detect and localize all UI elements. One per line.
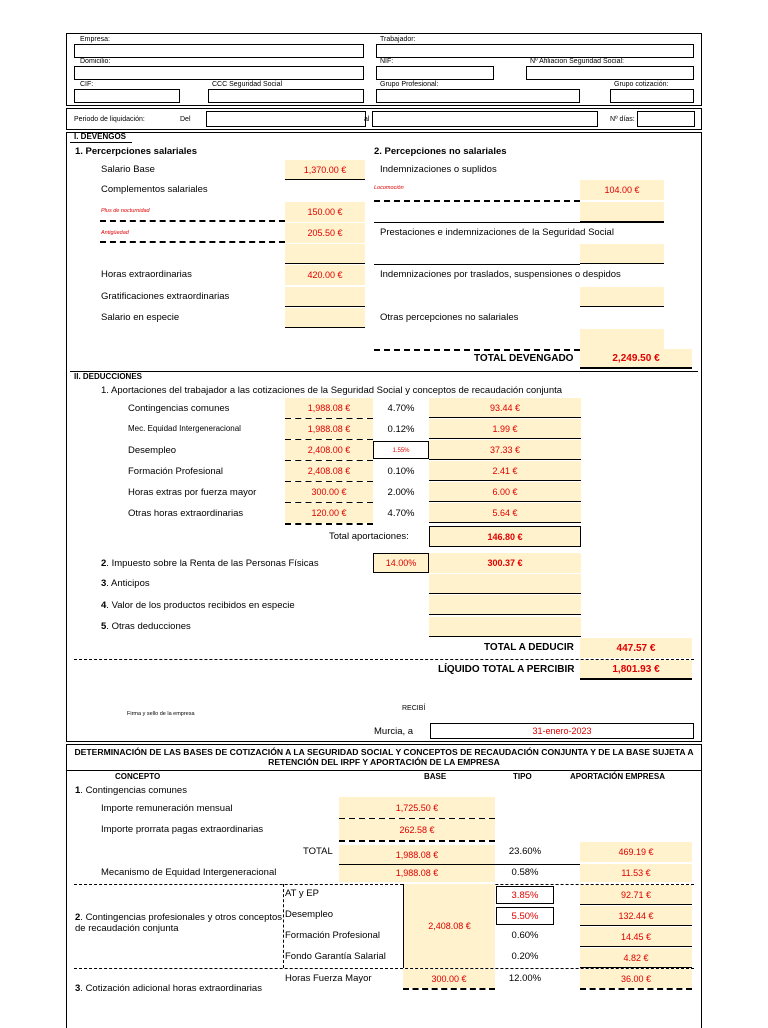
- aportaciones-title: 1. Aportaciones del trabajador a las cotizaciones de la Seguridad Social y conceptos de recaudación conjunta: [101, 385, 563, 396]
- ded-row-label: Otras horas extraordinarias: [128, 508, 244, 519]
- mei-aport: 11.53 €: [580, 864, 692, 882]
- ded-row-base[interactable]: 1,988.08 €: [285, 419, 373, 439]
- especie-text: . Valor de los productos recibidos en especie: [106, 600, 295, 611]
- total-aportaciones-label: Total aportaciones:: [329, 531, 409, 542]
- cp-row-tipo[interactable]: 5.50%: [496, 907, 554, 925]
- total-cc-label: TOTAL: [303, 846, 333, 857]
- salario-base-value[interactable]: 1,370.00 €: [285, 160, 365, 180]
- anticipos-label: [101, 579, 150, 589]
- total-aportaciones-value: 146.80 €: [429, 526, 581, 547]
- lugar-label: Murcia, a: [374, 726, 414, 737]
- irpf-label: [101, 559, 319, 569]
- prorrata-value[interactable]: 262.58 €: [339, 819, 495, 840]
- ded-row-label: Mec. Equidad Intergeneracional: [128, 424, 241, 433]
- cif-field[interactable]: [74, 89, 180, 103]
- horas-extra-label: Horas extraordinarias: [101, 269, 192, 280]
- salario-especie-value[interactable]: [285, 308, 365, 328]
- ded-row-importe: 6.00 €: [429, 482, 581, 502]
- ded-row-importe: 37.33 €: [429, 440, 581, 460]
- total-cc-base: 1,988.08 €: [339, 845, 495, 865]
- cp-row-label: Desempleo: [285, 909, 334, 920]
- total-deducir-label: TOTAL A DEDUCIR: [484, 642, 574, 653]
- cp-row-aport: 4.82 €: [580, 948, 692, 968]
- prorrata-dashline: [339, 840, 495, 842]
- cp-row-tipo[interactable]: 0.60%: [511, 930, 539, 941]
- ded-row-tipo[interactable]: 4.70%: [387, 403, 415, 414]
- prorrata-label: Importe prorrata pagas extraordinarias: [101, 824, 264, 835]
- cp-row-label: Formación Profesional: [285, 930, 381, 941]
- afiliacion-label: Nº Afiliacion Seguridad Social:: [530, 58, 624, 65]
- total-deducir-value: 447.57 €: [580, 638, 692, 658]
- mei-label: Mecanismo de Equidad Intergeneracional: [101, 867, 277, 878]
- nosal-line-2: [374, 264, 580, 265]
- cif-label: CIF:: [80, 81, 94, 88]
- cp-row-aport: 132.44 €: [580, 906, 692, 926]
- mei-base: 1,988.08 €: [339, 864, 495, 882]
- percepciones-salariales-title: 1. Percerpciones salariales: [75, 146, 197, 157]
- cp-row-aport: 14.45 €: [580, 927, 692, 947]
- firma-sello-label: Firma y sello de la empresa: [127, 711, 195, 717]
- bases-title-rule: [66, 770, 702, 771]
- hfm-dashline: [403, 988, 495, 990]
- cp-text: . Contingencias profesionales y otros conceptos de recaudación conjunta: [75, 912, 283, 934]
- prestaciones-value[interactable]: [580, 244, 664, 264]
- cc-text: . Contingencias comunes: [80, 785, 187, 796]
- total-cc-aport: 469.19 €: [580, 842, 692, 862]
- liquido-label: LÍQUIDO TOTAL A PERCIBIR: [438, 664, 575, 675]
- al-label: al: [364, 116, 370, 123]
- ded-row-base-dashline: [285, 523, 373, 525]
- ded-row-label: Horas extras por fuerza mayor: [128, 487, 257, 498]
- empresa-label: Empresa:: [80, 36, 110, 43]
- cp-divider: [283, 884, 284, 968]
- ded-row-importe: 1.99 €: [429, 419, 581, 439]
- cp-row-aport: 92.71 €: [580, 885, 692, 905]
- col-base: BASE: [424, 772, 447, 781]
- otras-deducciones-value[interactable]: [429, 617, 581, 637]
- col-concepto: CONCEPTO: [115, 772, 161, 781]
- otras-deducciones-text: . Otras deducciones: [106, 621, 191, 632]
- ded-row-base[interactable]: 120.00 €: [285, 503, 373, 523]
- ded-row-tipo[interactable]: 2.00%: [387, 487, 415, 498]
- trabajador-field[interactable]: [376, 44, 694, 58]
- locomocion-label: Locomoción: [374, 185, 404, 191]
- deducciones-top-rule: [70, 371, 698, 372]
- ded-row-tipo[interactable]: 4.70%: [387, 508, 415, 519]
- ded-row-label: Formación Profesional: [128, 466, 224, 477]
- del-label: Del: [180, 116, 191, 123]
- ded-row-base[interactable]: 1,988.08 €: [285, 398, 373, 418]
- irpf-value: 300.37 €: [429, 553, 581, 573]
- ded-row-base[interactable]: 2,408.00 €: [285, 440, 373, 460]
- complementos-label: Complementos salariales: [101, 184, 208, 195]
- al-field[interactable]: [372, 111, 598, 127]
- ded-row-label: Desempleo: [128, 445, 177, 456]
- ded-row-tipo[interactable]: 0.10%: [387, 466, 415, 477]
- ded-row-tipo[interactable]: 0.12%: [387, 424, 415, 435]
- anticipos-value[interactable]: [429, 574, 581, 594]
- cp-row-label: AT y EP: [285, 888, 319, 899]
- col-tipo: TIPO: [513, 772, 532, 781]
- nif-label: NIF:: [380, 58, 394, 65]
- ccc-label: CCC Seguridad Social: [212, 81, 283, 88]
- ded-row-label: Contingencias comunes: [128, 403, 230, 414]
- especie-label: [101, 601, 295, 611]
- devengos-title-underline: [70, 142, 132, 143]
- domicilio-label: Domicilio:: [80, 58, 111, 65]
- ded-row-tipo[interactable]: 1.55%: [373, 441, 429, 459]
- locomocion-dashline: [374, 200, 580, 202]
- otras-no-sal-dashline: [374, 349, 580, 351]
- indem-traslados-value[interactable]: [580, 287, 664, 307]
- salarial-extra-cell[interactable]: [285, 244, 365, 264]
- cp-row-label: Fondo Garantía Salarial: [285, 951, 386, 962]
- otras-deducciones-number: 5: [101, 621, 107, 632]
- cp-row-tipo[interactable]: 3.85%: [496, 886, 554, 904]
- col-aportacion: APORTACIÓN EMPRESA: [570, 772, 665, 781]
- grupo-cotizacion-label: Grupo cotización:: [614, 81, 669, 88]
- nosal-line-1: [374, 222, 664, 223]
- cc-number: 1: [75, 785, 81, 796]
- otras-no-sal-value[interactable]: [580, 329, 664, 349]
- indemnizaciones-suplidos-label: Indemnizaciones o suplidos: [380, 164, 497, 175]
- periodo-label: Periodo de liquidación:: [74, 116, 145, 123]
- plus-nocturnidad-value[interactable]: 150.00 €: [285, 202, 365, 222]
- ded-row-base[interactable]: 300.00 €: [285, 482, 373, 502]
- nosal-extra-cell[interactable]: [580, 202, 664, 222]
- devengos-title: I. DEVENGOS: [74, 132, 127, 141]
- total-devengado-value: 2,249.50 €: [580, 349, 692, 369]
- cot-adicional-number: 3: [75, 983, 81, 994]
- plus-nocturnidad-dashline: [100, 220, 285, 222]
- ded-row-importe: 93.44 €: [429, 398, 581, 418]
- cot-adicional-label: [75, 984, 262, 994]
- hfm-aport: 36.00 €: [580, 969, 692, 988]
- anticipos-number: 3: [101, 578, 107, 589]
- deducciones-title: II. DEDUCCIONES: [74, 372, 143, 381]
- cp-title: [75, 912, 285, 934]
- cc-title: [75, 786, 187, 796]
- cot-adicional-text: . Cotización adicional horas extraordinarias: [80, 983, 262, 994]
- liquido-value: 1,801.93 €: [580, 660, 692, 680]
- cp-number: 2: [75, 912, 81, 923]
- otras-no-sal-label: Otras percepciones no salariales: [380, 312, 519, 323]
- antiguedad-value[interactable]: 205.50 €: [285, 223, 365, 243]
- ccc-field[interactable]: [208, 89, 364, 103]
- trabajador-label: Trabajador:: [380, 36, 416, 43]
- anticipos-text: . Anticipos: [106, 578, 150, 589]
- antiguedad-dashline: [100, 241, 285, 243]
- cp-row-tipo[interactable]: 0.20%: [511, 951, 539, 962]
- ded-row-base[interactable]: 2,408.08 €: [285, 461, 373, 481]
- gratificaciones-value[interactable]: [285, 287, 365, 307]
- gratificaciones-label: Gratificaciones extraordinarias: [101, 291, 230, 302]
- total-cc-tipo: 23.60%: [508, 846, 542, 857]
- total-devengado-label: TOTAL DEVENGADO: [474, 353, 574, 364]
- ded-row-importe: 2.41 €: [429, 461, 581, 481]
- especie-number: 4: [101, 600, 107, 611]
- grupo-profesional-field[interactable]: [376, 89, 580, 103]
- importe-mensual-value[interactable]: 1,725.50 €: [339, 797, 495, 818]
- hfm-tipo: 12.00%: [508, 973, 542, 984]
- dias-label: Nº días:: [610, 116, 635, 123]
- empresa-field[interactable]: [74, 44, 364, 58]
- antiguedad-label: Antigüedad: [101, 230, 129, 236]
- del-field[interactable]: [206, 111, 366, 127]
- horas-extra-value[interactable]: 420.00 €: [285, 265, 365, 285]
- irpf-text: . Impuesto sobre la Renta de las Personas Físicas: [106, 558, 319, 569]
- domicilio-field[interactable]: [74, 66, 364, 80]
- salario-base-label: Salario Base: [101, 164, 155, 175]
- hfm-aport-dashline: [580, 988, 692, 990]
- dias-field[interactable]: [637, 111, 695, 127]
- irpf-number: 2: [101, 558, 107, 569]
- mei-tipo: 0.58%: [511, 867, 539, 878]
- importe-mensual-label: Importe remuneración mensual: [101, 803, 233, 814]
- afiliacion-field[interactable]: [526, 66, 694, 80]
- salario-especie-label: Salario en especie: [101, 312, 180, 323]
- indem-traslados-label: Indemnizaciones por traslados, suspensiones o despidos: [380, 269, 621, 280]
- prestaciones-label: Prestaciones e indemnizaciones de la Seguridad Social: [380, 227, 614, 238]
- grupo-cotizacion-field[interactable]: [610, 89, 694, 103]
- recibi-label: RECIBÍ: [402, 705, 426, 712]
- cp-base: 2,408.08 €: [403, 884, 495, 968]
- irpf-pct[interactable]: 14.00%: [373, 553, 429, 573]
- locomocion-value[interactable]: 104.00 €: [580, 180, 664, 200]
- nif-field[interactable]: [376, 66, 494, 80]
- especie-value[interactable]: [429, 595, 581, 615]
- percepciones-no-salariales-title: 2. Percepciones no salariales: [374, 146, 507, 157]
- ded-row-importe: 5.64 €: [429, 503, 581, 523]
- bases-title: DETERMINACIÓN DE LAS BASES DE COTIZACIÓN A LA SEGURIDAD SOCIAL Y CONCEPTOS DE RECAUDACIÓN CONJUNTA Y DE LA BASE SUJETA A RETENCIÓN DEL IRPF Y APORTACIÓN DE LA EMPRESA: [74, 747, 694, 767]
- plus-nocturnidad-label: Plus de nocturnidad: [101, 208, 150, 214]
- fecha-value: 31-enero-2023: [532, 726, 592, 736]
- hfm-base: 300.00 €: [403, 969, 495, 988]
- otras-deducciones-label: [101, 622, 191, 632]
- fecha-field[interactable]: [430, 723, 694, 739]
- grupo-profesional-label: Grupo Profesional:: [380, 81, 439, 88]
- hfm-label: Horas Fuerza Mayor: [285, 973, 372, 984]
